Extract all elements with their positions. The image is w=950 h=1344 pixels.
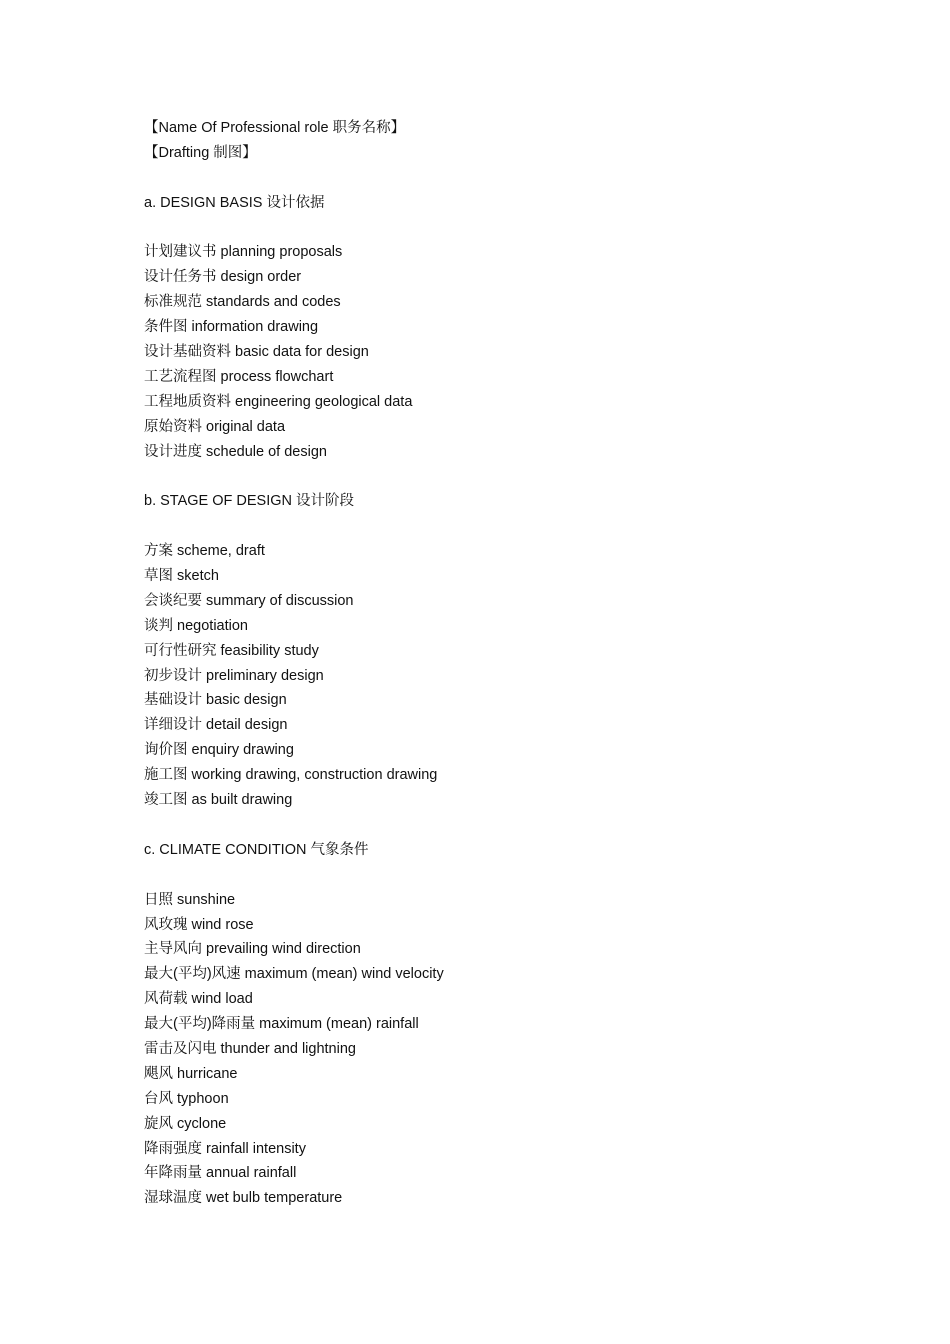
term-item: 询价图 enquiry drawing [144, 742, 294, 759]
term-item: 台风 typhoon [144, 1090, 229, 1107]
term-item: 方案 scheme, draft [144, 543, 265, 560]
term-item: 主导风向 prevailing wind direction [144, 941, 361, 958]
term-item: 雷击及闪电 thunder and lightning [144, 1040, 356, 1057]
term-item: 湿球温度 wet bulb temperature [144, 1190, 343, 1207]
section-heading-climate-condition: c. CLIMATE CONDITION 气象条件 [144, 841, 369, 858]
blank-line [144, 166, 844, 191]
term-item: 日照 sunshine [144, 891, 236, 908]
term-item: 谈判 negotiation [144, 617, 248, 634]
term-item: 可行性研究 feasibility study [144, 642, 319, 659]
term-item: 设计基础资料 basic data for design [144, 344, 369, 361]
term-item: 设计任务书 design order [144, 269, 302, 286]
document-body [144, 116, 844, 1211]
term-item: 会谈纪要 summary of discussion [144, 592, 354, 609]
term-item: 风荷载 wind load [144, 991, 253, 1008]
term-item: 条件图 information drawing [144, 319, 319, 336]
blank-line [144, 514, 844, 539]
term-item: 标准规范 standards and codes [144, 294, 341, 311]
term-item: 最大(平均)降雨量 maximum (mean) rainfall [144, 1016, 419, 1033]
term-item: 基础设计 basic design [144, 692, 287, 709]
term-item: 施工图 working drawing, construction drawing [144, 767, 438, 784]
section-heading-stage-of-design: b. STAGE OF DESIGN 设计阶段 [144, 493, 355, 510]
term-item: 草图 sketch [144, 568, 219, 585]
term-item: 风玫瑰 wind rose [144, 916, 254, 933]
blank-line [144, 813, 844, 838]
role-title-line: 【Name Of Professional role 职务名称】 [144, 120, 406, 136]
term-item: 降雨强度 rainfall intensity [144, 1140, 306, 1157]
term-item: 原始资料 original data [144, 418, 286, 435]
blank-line [144, 464, 844, 489]
term-item: 设计进度 schedule of design [144, 443, 327, 460]
term-item: 年降雨量 annual rainfall [144, 1165, 297, 1182]
term-item: 初步设计 preliminary design [144, 667, 324, 684]
role-name-line: 【Drafting 制图】 [144, 144, 257, 161]
term-item: 最大(平均)风速 maximum (mean) wind velocity [144, 966, 444, 983]
term-item: 竣工图 as built drawing [144, 792, 293, 809]
term-item: 工程地质资料 engineering geological data [144, 393, 413, 410]
blank-line [144, 863, 844, 888]
term-item: 计划建议书 planning proposals [144, 244, 343, 261]
blank-line [144, 216, 844, 241]
section-heading-design-basis: a. DESIGN BASIS 设计依据 [144, 194, 325, 211]
term-item: 工艺流程图 process flowchart [144, 368, 334, 385]
term-item: 详细设计 detail design [144, 717, 288, 734]
term-item: 飓风 hurricane [144, 1065, 238, 1082]
term-item: 旋风 cyclone [144, 1115, 227, 1132]
